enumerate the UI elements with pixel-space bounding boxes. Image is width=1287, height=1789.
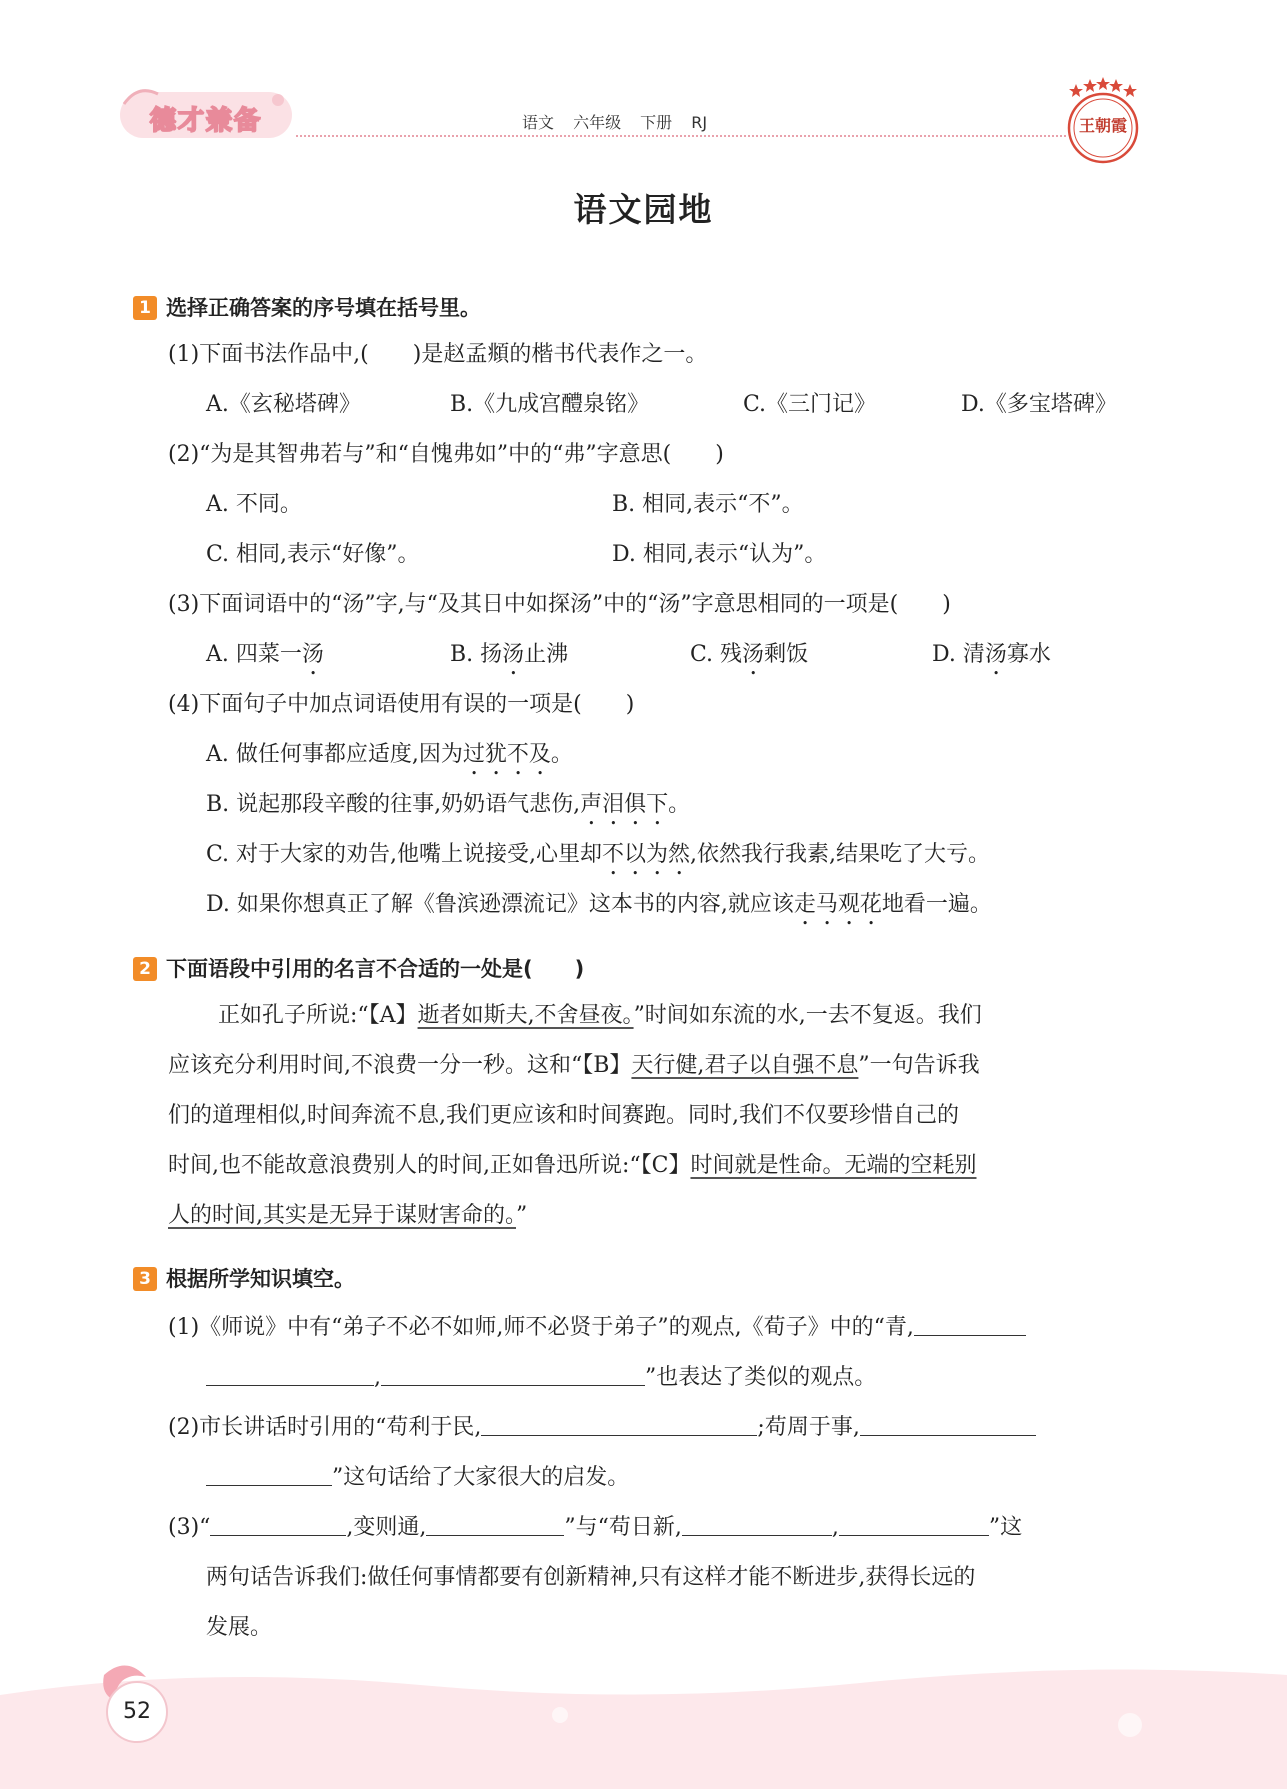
quote-b: 天行健,君子以自强不息 xyxy=(631,1053,859,1078)
q3-3-line: 发展。 xyxy=(206,1615,273,1640)
section-3-heading xyxy=(133,1263,355,1293)
section-3-title: 根据所学知识填空。 xyxy=(166,1267,355,1291)
emphasis-dotted-text: 不以为然 xyxy=(602,842,691,867)
q1-4-option-d: D. 如果你想真正了解《鲁滨逊漂流记》这本书的内容,就应该走马观花地看一遍。 xyxy=(206,892,992,917)
brand-logo-text: 德才兼备 xyxy=(150,106,263,136)
passage-line: 们的道理相似,时间奔流不息,我们更应该和时间赛跑。同时,我们不仅要珍惜自己的 xyxy=(168,1103,959,1128)
q3-1-line: (1)《师说》中有“弟子不必不如师,师不必贤于弟子”的观点,《荀子》中的“青, xyxy=(168,1313,1026,1343)
section-2-badge: 2 xyxy=(133,957,157,981)
q1-2-option-c: C. 相同,表示“好像”。 xyxy=(206,542,420,567)
q3-1-line: , ”也表达了类似的观点。 xyxy=(206,1363,876,1393)
answer-blank[interactable] xyxy=(206,1363,374,1386)
answer-blank[interactable] xyxy=(381,1363,645,1386)
answer-blank[interactable] xyxy=(206,1463,332,1486)
emphasis-dotted-text: 汤 xyxy=(301,642,324,667)
emphasis-dotted-text: 过犹不及 xyxy=(462,742,551,767)
header-divider xyxy=(296,135,1066,137)
q1-3-option-d: D. 清汤寡水 xyxy=(932,642,1051,667)
answer-blank[interactable] xyxy=(860,1413,1036,1436)
q1-4-option-c: C. 对于大家的劝告,他嘴上说接受,心里却不以为然,依然我行我素,结果吃了大亏。 xyxy=(206,842,991,867)
answer-blank[interactable] xyxy=(426,1513,564,1536)
emphasis-dotted-text: 走马观花 xyxy=(793,892,882,917)
q1-1-option-d: D.《多宝塔碑》 xyxy=(961,392,1117,417)
passage-line: 人的时间,其实是无异于谋财害命的。” xyxy=(168,1203,528,1228)
q1-2-option-b: B. 相同,表示“不”。 xyxy=(612,492,804,517)
q1-1-option-a: A.《玄秘塔碑》 xyxy=(206,392,361,417)
page-title: 语文园地 xyxy=(573,190,714,229)
emphasis-dotted-text: 汤 xyxy=(502,642,525,667)
q1-4-stem: (4)下面句子中加点词语使用有误的一项是( ) xyxy=(168,692,635,717)
q3-2-line: (2)市长讲话时引用的“苟利于民, ;苟周于事, xyxy=(168,1413,1036,1443)
quote-a: 逝者如斯夫,不舍昼夜。 xyxy=(417,1003,634,1028)
section-1-heading xyxy=(133,292,481,322)
q1-3-option-b: B. 扬汤止沸 xyxy=(450,642,569,667)
page-number: 52 xyxy=(106,1681,168,1743)
section-1-badge: 1 xyxy=(133,296,157,320)
passage-line: 时间,也不能故意浪费别人的时间,正如鲁迅所说:“【C】时间就是性命。无端的空耗别 xyxy=(168,1153,977,1178)
seal-text: 王朝霞 xyxy=(1078,116,1127,135)
emphasis-dotted-text: 声泪俱下 xyxy=(580,792,669,817)
q3-3-line: 两句话告诉我们:做任何事情都要有创新精神,只有这样才能不断进步,获得长远的 xyxy=(206,1565,976,1590)
q1-3-option-a: A. 四菜一汤 xyxy=(206,642,324,667)
q1-3-stem: (3)下面词语中的“汤”字,与“及其日中如探汤”中的“汤”字意思相同的一项是( ) xyxy=(168,592,951,617)
quote-c: 时间就是性命。无端的空耗别 xyxy=(690,1153,977,1178)
q1-1-stem: (1)下面书法作品中,( )是赵孟頫的楷书代表作之一。 xyxy=(168,342,708,367)
section-2-title: 下面语段中引用的名言不合适的一处是( ) xyxy=(166,957,585,981)
section-1-title: 选择正确答案的序号填在括号里。 xyxy=(166,296,481,320)
answer-blank[interactable] xyxy=(210,1513,346,1536)
q1-2-option-d: D. 相同,表示“认为”。 xyxy=(612,542,827,567)
quote-c-cont: 人的时间,其实是无异于谋财害命的。 xyxy=(168,1203,516,1228)
q1-2-option-a: A. 不同。 xyxy=(206,492,302,517)
q1-1-option-c: C.《三门记》 xyxy=(743,392,877,417)
q3-3-line: (3)“ ,变则通, ”与“苟日新, , ”这 xyxy=(168,1515,1023,1540)
answer-blank[interactable] xyxy=(914,1313,1026,1336)
footer-wave-decoration xyxy=(0,1655,1287,1789)
passage-line: 应该充分利用时间,不浪费一分一秒。这和“【B】天行健,君子以自强不息”一句告诉我 xyxy=(168,1053,980,1078)
passage-line: 正如孔子所说:“【A】逝者如斯夫,不舍昼夜。”时间如东流的水,一去不复返。我们 xyxy=(218,1003,982,1028)
q1-4-option-a: A. 做任何事都应适度,因为过犹不及。 xyxy=(206,742,573,767)
q3-2-line: ”这句话给了大家很大的启发。 xyxy=(206,1463,629,1493)
q1-4-option-b: B. 说起那段辛酸的往事,奶奶语气悲伤,声泪俱下。 xyxy=(206,792,691,817)
answer-blank[interactable] xyxy=(839,1513,989,1536)
section-3-badge: 3 xyxy=(133,1267,157,1291)
q1-1-option-b: B.《九成宫醴泉铭》 xyxy=(450,392,650,417)
emphasis-dotted-text: 汤 xyxy=(742,642,765,667)
header-subtitle: 语文 六年级 下册 RJ xyxy=(522,113,708,132)
answer-blank[interactable] xyxy=(682,1513,832,1536)
section-2-heading xyxy=(133,953,584,983)
answer-blank[interactable] xyxy=(481,1413,757,1436)
q1-3-option-c: C. 残汤剩饭 xyxy=(690,642,809,667)
emphasis-dotted-text: 汤 xyxy=(984,642,1007,667)
q1-2-stem: (2)“为是其智弗若与”和“自愧弗如”中的“弗”字意思( ) xyxy=(168,442,724,467)
